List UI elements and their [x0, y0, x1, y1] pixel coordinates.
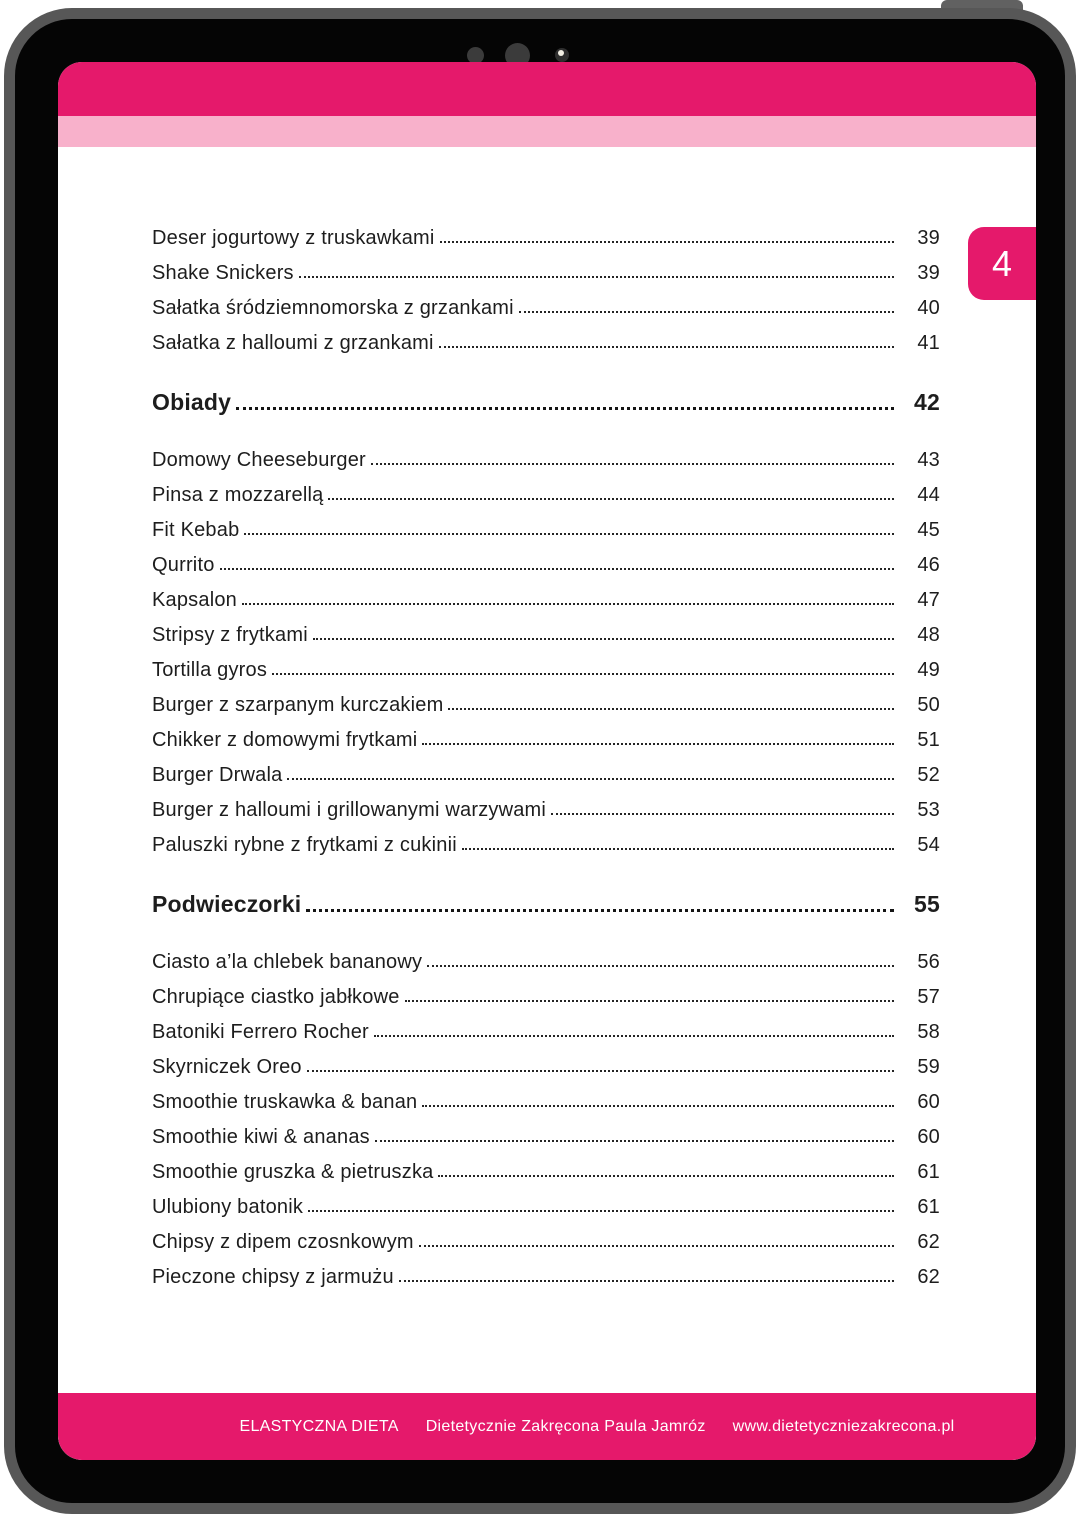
toc-page-number: 43: [917, 449, 940, 471]
toc-page-number: 49: [917, 659, 940, 681]
toc-entry[interactable]: [152, 283, 940, 318]
toc-entry[interactable]: [152, 1252, 940, 1287]
toc-entry[interactable]: [152, 1147, 940, 1182]
toc-entry-label: Fit Kebab: [152, 519, 240, 541]
dotted-leader: [306, 909, 894, 912]
toc-entry[interactable]: [152, 937, 940, 972]
toc-entry-label: Burger z szarpanym kurczakiem: [152, 694, 444, 716]
toc-entry[interactable]: [152, 645, 940, 680]
toc-entry-label: Smoothie gruszka & pietruszka: [152, 1161, 434, 1183]
dotted-leader: [272, 673, 894, 675]
toc-entry[interactable]: [152, 1182, 940, 1217]
toc-entry-label: Tortilla gyros: [152, 659, 268, 681]
toc-entry[interactable]: [152, 1042, 940, 1077]
toc-page-number: 56: [917, 951, 940, 973]
toc-entry-label: Batoniki Ferrero Rocher: [152, 1021, 369, 1043]
toc-entry-label: Smoothie truskawka & banan: [152, 1091, 418, 1113]
toc-entry-label: Sałatka śródziemnomorska z grzankami: [152, 297, 514, 319]
dotted-leader: [422, 743, 894, 745]
toc-entry[interactable]: [152, 820, 940, 855]
toc-page-number: 62: [917, 1231, 940, 1253]
toc-entry-label: Shake Snickers: [152, 262, 294, 284]
dotted-leader: [220, 568, 894, 570]
dotted-leader: [462, 848, 894, 850]
toc-entry-label: Chrupiące ciastko jabłkowe: [152, 986, 400, 1008]
toc-page-number: 42: [914, 389, 940, 415]
toc-page-number: 57: [917, 986, 940, 1008]
toc-entry[interactable]: [152, 1077, 940, 1112]
footer-website-link[interactable]: www.dietetyczniezakrecona.pl: [732, 1417, 955, 1435]
toc-entry[interactable]: [152, 575, 940, 610]
toc-page-number: 39: [917, 227, 940, 249]
footer-brand-text: ELASTYCZNA DIETA: [239, 1417, 399, 1435]
toc-page-number: 40: [917, 297, 940, 319]
dotted-leader: [313, 638, 894, 640]
footer-author-text: Dietetycznie Zakręcona Paula Jamróz: [425, 1417, 706, 1435]
header-light-stripe: [58, 116, 1036, 147]
dotted-leader: [422, 1105, 894, 1107]
toc-entry[interactable]: [152, 972, 940, 1007]
toc-page-number: 59: [917, 1056, 940, 1078]
toc-page-number: 53: [917, 799, 940, 821]
toc-page-number: 44: [917, 484, 940, 506]
toc-entry-label: Skyrniczek Oreo: [152, 1056, 302, 1078]
dotted-leader: [307, 1070, 894, 1072]
toc-entry-label: Kapsalon: [152, 589, 237, 611]
page-footer: [58, 1393, 1036, 1460]
toc-entry[interactable]: [152, 213, 940, 248]
toc-entry-label: Domowy Cheeseburger: [152, 449, 366, 471]
toc-page-number: 51: [917, 729, 940, 751]
toc-page-number: 62: [917, 1266, 940, 1288]
toc-entry-label: Burger Drwala: [152, 764, 283, 786]
dotted-leader: [308, 1210, 894, 1212]
dotted-leader: [374, 1035, 894, 1037]
toc-entry[interactable]: [152, 1217, 940, 1252]
toc-entry[interactable]: [152, 750, 940, 785]
toc-section-heading[interactable]: [152, 881, 940, 916]
toc-page-number: 50: [917, 694, 940, 716]
dotted-leader: [440, 241, 894, 243]
dotted-leader: [419, 1245, 894, 1247]
toc-entry[interactable]: [152, 470, 940, 505]
toc-page-number: 39: [917, 262, 940, 284]
dotted-leader: [375, 1140, 894, 1142]
toc-entry[interactable]: [152, 785, 940, 820]
toc-entry[interactable]: [152, 1007, 940, 1042]
toc-entry-label: Smoothie kiwi & ananas: [152, 1126, 370, 1148]
camera-lens-icon: [555, 48, 569, 62]
chapter-page-tab: [968, 227, 1036, 300]
toc-entry-label: Paluszki rybne z frytkami z cukinii: [152, 834, 457, 856]
toc-entry-label: Sałatka z halloumi z grzankami: [152, 332, 434, 354]
toc-entry-label: Obiady: [152, 389, 232, 415]
dotted-leader: [287, 778, 894, 780]
dotted-leader: [371, 463, 894, 465]
toc-entry-label: Stripsy z frytkami: [152, 624, 308, 646]
toc-entry-label: Pinsa z mozzarellą: [152, 484, 324, 506]
dotted-leader: [519, 311, 894, 313]
toc-entry-label: Ulubiony batonik: [152, 1196, 304, 1218]
toc-entry[interactable]: [152, 680, 940, 715]
toc-page-number: 46: [917, 554, 940, 576]
toc-entry[interactable]: [152, 505, 940, 540]
toc-entry-label: Pieczone chipsy z jarmużu: [152, 1266, 394, 1288]
toc-page-number: 55: [914, 891, 940, 917]
toc-entry[interactable]: [152, 715, 940, 750]
dotted-leader: [328, 498, 894, 500]
toc-entry[interactable]: [152, 318, 940, 353]
toc-entry-label: Burger z halloumi i grillowanymi warzywami: [152, 799, 547, 821]
dotted-leader: [236, 407, 894, 410]
toc-page-number: 54: [917, 834, 940, 856]
dotted-leader: [405, 1000, 894, 1002]
toc-page-number: 61: [917, 1161, 940, 1183]
toc-page-number: 60: [917, 1126, 940, 1148]
toc-entry-label: Ciasto a’la chlebek bananowy: [152, 951, 423, 973]
toc-page-number: 52: [917, 764, 940, 786]
dotted-leader: [244, 533, 894, 535]
dotted-leader: [438, 1175, 894, 1177]
toc-entry-label: Qurrito: [152, 554, 215, 576]
toc-entry-label: Podwieczorki: [152, 891, 302, 917]
toc-entry-label: Deser jogurtowy z truskawkami: [152, 227, 435, 249]
toc-entry[interactable]: [152, 540, 940, 575]
toc-entry[interactable]: [152, 248, 940, 283]
toc-page-number: 61: [917, 1196, 940, 1218]
header-accent-bar: [58, 62, 1036, 116]
dotted-leader: [448, 708, 894, 710]
dotted-leader: [299, 276, 894, 278]
toc-entry[interactable]: [152, 610, 940, 645]
dotted-leader: [399, 1280, 894, 1282]
toc-list: [58, 147, 1036, 1287]
dotted-leader: [242, 603, 894, 605]
toc-entry[interactable]: [152, 435, 940, 470]
toc-page-number: 45: [917, 519, 940, 541]
toc-page-number: 60: [917, 1091, 940, 1113]
dotted-leader: [551, 813, 894, 815]
toc-page-number: 58: [917, 1021, 940, 1043]
chapter-page-tab-label: 4: [991, 242, 1013, 284]
toc-page-number: 41: [917, 332, 940, 354]
toc-section-heading[interactable]: [152, 379, 940, 414]
toc-page-number: 48: [917, 624, 940, 646]
toc-entry-label: Chipsy z dipem czosnkowym: [152, 1231, 414, 1253]
dotted-leader: [439, 346, 894, 348]
toc-page-number: 47: [917, 589, 940, 611]
dotted-leader: [427, 965, 894, 967]
ebook-page: [58, 62, 1036, 1460]
toc-entry-label: Chikker z domowymi frytkami: [152, 729, 418, 751]
toc-entry[interactable]: [152, 1112, 940, 1147]
